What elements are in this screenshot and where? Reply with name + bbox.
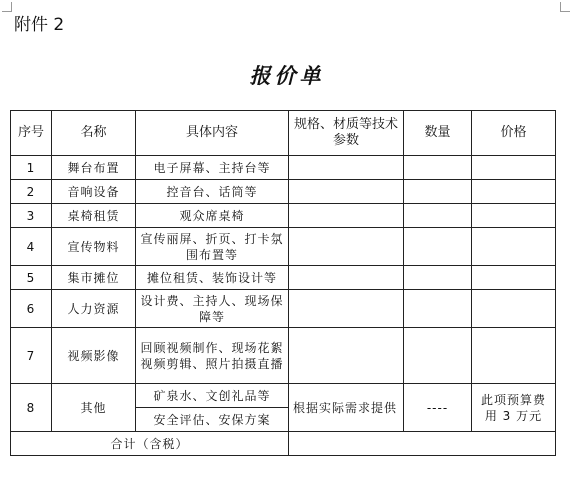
attachment-label: 附件 2 bbox=[14, 15, 65, 35]
header-spec: 规格、材质等技术参数 bbox=[289, 111, 404, 156]
row-price bbox=[472, 156, 556, 180]
table-header-row bbox=[11, 111, 556, 156]
row-spec bbox=[289, 204, 404, 228]
row-content: 观众席桌椅 bbox=[136, 204, 289, 228]
row-name: 人力资源 bbox=[52, 290, 136, 328]
table-row bbox=[11, 328, 556, 384]
table-row bbox=[11, 290, 556, 328]
row-content: 控音台、话筒等 bbox=[136, 180, 289, 204]
row-spec bbox=[289, 228, 404, 266]
header-content: 具体内容 bbox=[136, 111, 289, 156]
row-name: 视频影像 bbox=[52, 328, 136, 384]
row-name: 集市摊位 bbox=[52, 266, 136, 290]
table-row bbox=[11, 156, 556, 180]
row-no: 3 bbox=[11, 204, 52, 228]
row-no: 4 bbox=[11, 228, 52, 266]
merged-qty-cell: ---- bbox=[404, 384, 472, 432]
row-qty bbox=[404, 156, 472, 180]
row-content: 宣传丽屏、折页、打卡氛围布置等 bbox=[136, 228, 289, 266]
row-content: 回顾视频制作、现场花絮视频剪辑、照片拍摄直播 bbox=[136, 328, 289, 384]
row-price bbox=[472, 204, 556, 228]
row-no: 5 bbox=[11, 266, 52, 290]
row-spec bbox=[289, 156, 404, 180]
row-no: 7 bbox=[11, 328, 52, 384]
row-name: 其他 bbox=[52, 384, 136, 432]
row-content: 安全评估、安保方案 bbox=[136, 408, 289, 432]
row-qty bbox=[404, 180, 472, 204]
row-price bbox=[472, 328, 556, 384]
page-corner-mark bbox=[2, 2, 12, 12]
document-title: 报价单 bbox=[249, 63, 325, 88]
table-row bbox=[11, 266, 556, 290]
header-price: 价格 bbox=[472, 111, 556, 156]
total-value bbox=[289, 432, 556, 456]
row-qty bbox=[404, 228, 472, 266]
row-spec bbox=[289, 180, 404, 204]
merged-spec-cell: 根据实际需求提供 bbox=[289, 384, 404, 432]
row-name: 桌椅租赁 bbox=[52, 204, 136, 228]
page-corner-mark bbox=[560, 2, 570, 12]
row-qty bbox=[404, 204, 472, 228]
row-content: 设计费、主持人、现场保障等 bbox=[136, 290, 289, 328]
row-spec bbox=[289, 328, 404, 384]
merged-price-cell: 此项预算费用 3 万元 bbox=[472, 384, 556, 432]
row-spec bbox=[289, 266, 404, 290]
table-row bbox=[11, 180, 556, 204]
table-row bbox=[11, 228, 556, 266]
row-content: 电子屏幕、主持台等 bbox=[136, 156, 289, 180]
row-name: 宣传物料 bbox=[52, 228, 136, 266]
row-price bbox=[472, 266, 556, 290]
header-no: 序号 bbox=[11, 111, 52, 156]
row-no: 6 bbox=[11, 290, 52, 328]
row-qty bbox=[404, 266, 472, 290]
header-qty: 数量 bbox=[404, 111, 472, 156]
row-no: 8 bbox=[11, 384, 52, 432]
total-label: 合计（含税） bbox=[11, 432, 289, 456]
table-row bbox=[11, 384, 556, 408]
row-content: 矿泉水、文创礼品等 bbox=[136, 384, 289, 408]
row-price bbox=[472, 228, 556, 266]
row-name: 舞台布置 bbox=[52, 156, 136, 180]
row-name: 音响设备 bbox=[52, 180, 136, 204]
table-row bbox=[11, 204, 556, 228]
row-price bbox=[472, 290, 556, 328]
header-name: 名称 bbox=[52, 111, 136, 156]
quotation-table bbox=[10, 110, 556, 456]
row-spec bbox=[289, 290, 404, 328]
row-content: 摊位租赁、装饰设计等 bbox=[136, 266, 289, 290]
row-no: 2 bbox=[11, 180, 52, 204]
row-qty bbox=[404, 328, 472, 384]
row-no: 1 bbox=[11, 156, 52, 180]
total-row bbox=[11, 432, 556, 456]
row-qty bbox=[404, 290, 472, 328]
row-price bbox=[472, 180, 556, 204]
